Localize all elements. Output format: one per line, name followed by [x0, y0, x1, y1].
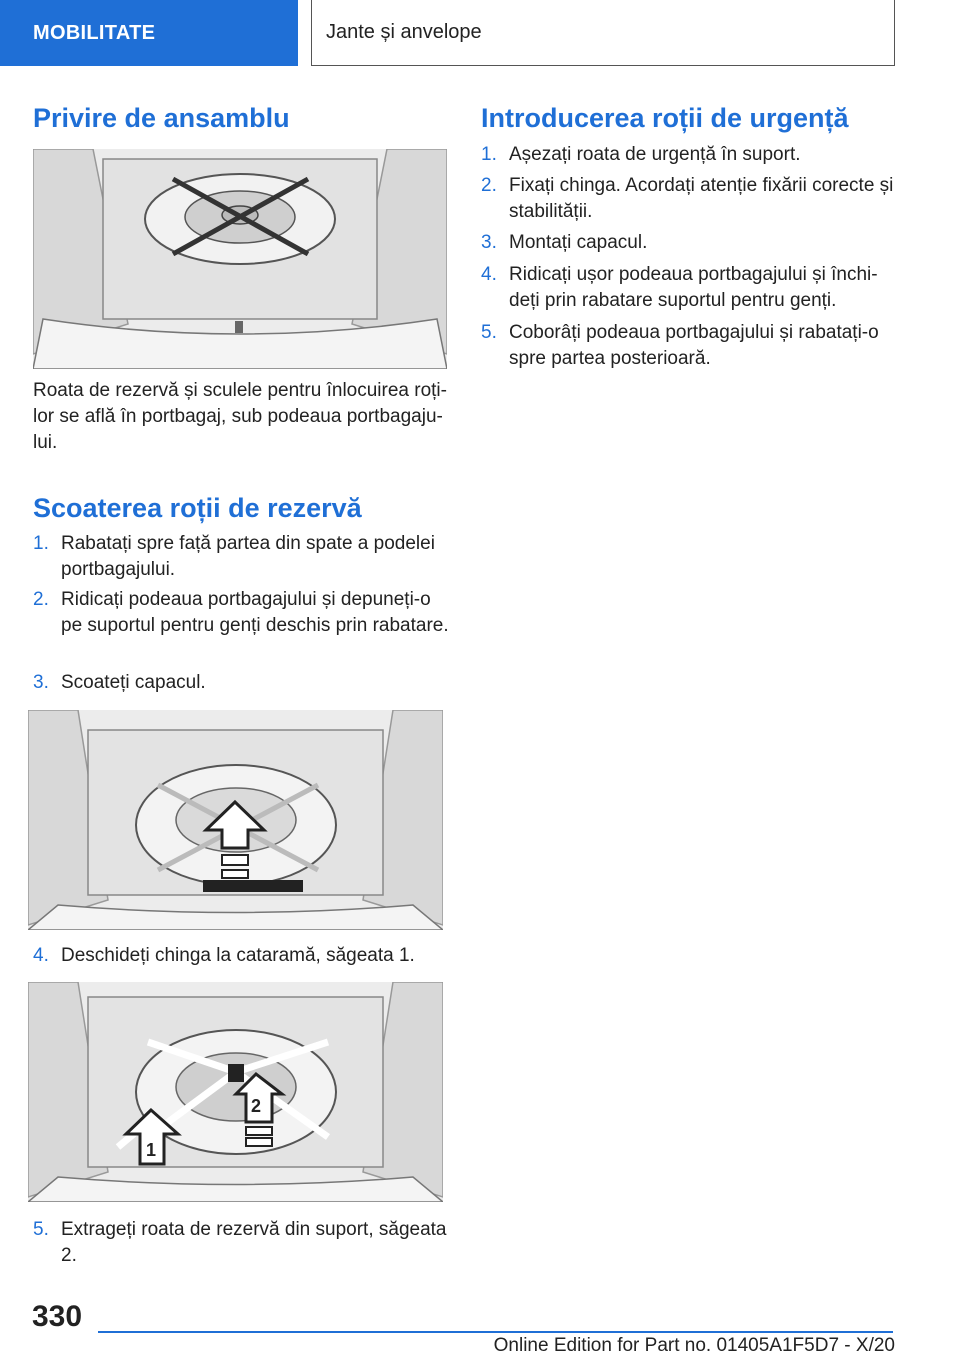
step-number: 4.: [33, 945, 49, 966]
arrow-1-label: 1: [146, 1140, 157, 1160]
remove-step: [33, 587, 449, 639]
footer-divider: [98, 1331, 893, 1333]
insert-step: [481, 320, 899, 372]
remove-step: [33, 1217, 449, 1269]
insert-step: [481, 230, 899, 256]
overview-heading: Privire de ansamblu: [33, 103, 290, 133]
insert-step: [481, 142, 899, 168]
step-text: Rabatați spre față partea din spate a podelei portbagajului.: [61, 533, 435, 580]
chapter-tab: [311, 0, 895, 66]
step-text: Extrageți roata de rezervă din suport, săgeata 2.: [61, 1219, 447, 1266]
page-number: 330: [32, 1300, 83, 1333]
section-label: MOBILITATE: [33, 21, 156, 44]
insert-step: [481, 262, 899, 314]
step-number: 3.: [481, 232, 497, 253]
cover-removal-illustration: [28, 710, 443, 930]
insert-step: [481, 173, 899, 225]
step-number: 3.: [33, 672, 49, 693]
chapter-label: Jante și anvelope: [326, 21, 482, 43]
strap-release-figure: [28, 982, 443, 1202]
step-number: 1.: [33, 533, 49, 554]
step-number: 2.: [481, 175, 497, 196]
insert-heading: Introducerea roții de urgență: [481, 103, 849, 133]
remove-step: [33, 943, 449, 969]
step-number: 5.: [33, 1219, 49, 1240]
step-text: Așezați roata de urgență în suport.: [509, 144, 801, 165]
step-text: Montați capacul.: [509, 232, 648, 253]
step-text: Scoateți capacul.: [61, 672, 206, 693]
section-tab: [0, 0, 298, 66]
step-text: Deschideți chinga la cataramă, săgeata 1.: [61, 945, 415, 966]
strap-release-illustration: [28, 982, 443, 1202]
step-text: Ridicați podeaua portbagajului și depuneți-o pe suportul pentru genți deschis prin rabatare.: [61, 589, 449, 636]
step-text: Fixați chinga. Acordați atenție fixării corecte și stabilității.: [509, 175, 894, 222]
step-number: 1.: [481, 144, 497, 165]
trunk-overview-figure: [33, 149, 447, 369]
step-number: 4.: [481, 264, 497, 285]
step-text: Ridicați ușor podeaua portbagajului și închideți prin rabatare suportul pentru genți.: [509, 264, 878, 311]
trunk-overview-illustration: [33, 149, 447, 369]
remove-step: [33, 531, 449, 583]
remove-step: [33, 670, 449, 696]
overview-text: Roata de rezervă și sculele pentru înlocuirea roților se află în portbagaj, sub podeaua portbagajului.: [33, 380, 447, 453]
cover-removal-figure: [28, 710, 443, 930]
step-text: Coborâți podeaua portbagajului și rabatați-o spre partea posterioară.: [509, 322, 879, 369]
remove-heading: Scoaterea roții de rezervă: [33, 493, 362, 523]
step-number: 5.: [481, 322, 497, 343]
step-number: 2.: [33, 589, 49, 610]
edition-note: Online Edition for Part no. 01405A1F5D7 - X/20: [493, 1335, 895, 1356]
arrow-2-label: 2: [251, 1096, 262, 1116]
